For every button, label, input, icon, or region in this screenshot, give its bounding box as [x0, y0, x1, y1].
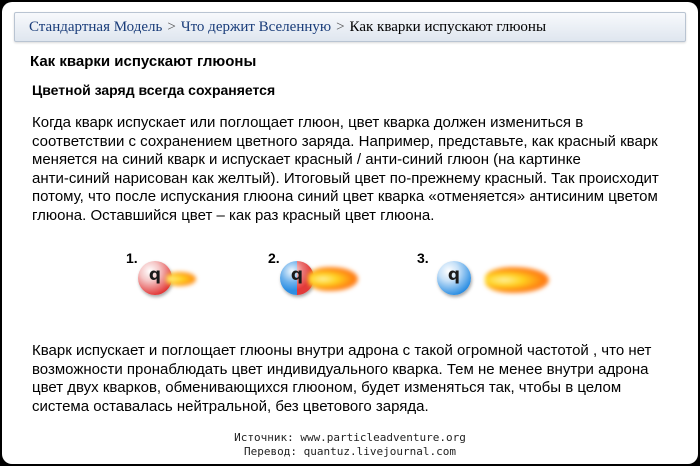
breadcrumb-separator: > — [167, 19, 176, 35]
small-gluon-flame-icon — [166, 272, 196, 286]
quark-label: q — [290, 265, 304, 285]
footer — [2, 431, 698, 459]
quark-label: q — [447, 265, 461, 285]
breadcrumb — [29, 19, 546, 36]
breadcrumb-current: Как кварки испускают глюоны — [349, 19, 547, 35]
quark-label: q — [148, 265, 162, 285]
page-subtitle: Цветной заряд всегда сохраняется — [32, 82, 276, 98]
stage-number: 2. — [268, 250, 280, 266]
blue-quark-icon — [437, 261, 471, 295]
stage-3 — [417, 250, 567, 310]
stage-2 — [268, 250, 378, 310]
gluon-flame-icon — [308, 267, 358, 291]
second-paragraph: Кварк испускает и поглощает глюоны внутри адрона с такой огромной частотой , что нет возможности пронаблюдать цвет индивидуального кварка. Тем не менее внутри адрона цвет двух кварков, обменивающихся глюоном, будет изменяться так, чтобы в целом система оставалась нейтральной, без цветового заряда. — [32, 342, 652, 415]
stage-1 — [126, 250, 216, 310]
stage-number: 3. — [417, 250, 429, 266]
source-credit: Источник: www.particleadventure.org — [234, 431, 466, 444]
breadcrumb-bar — [14, 12, 686, 42]
translation-credit: Перевод: quantuz.livejournal.com — [244, 445, 456, 458]
breadcrumb-link-what-holds-universe[interactable]: Что держит Вселенную — [180, 19, 332, 35]
emitted-gluon-flame-icon — [485, 267, 549, 293]
page-title: Как кварки испускают глюоны — [30, 53, 257, 70]
breadcrumb-separator: > — [336, 19, 345, 35]
page-frame — [2, 2, 698, 464]
stage-number: 1. — [126, 250, 138, 266]
breadcrumb-link-standard-model[interactable]: Стандартная Модель — [29, 19, 163, 35]
intro-paragraph: Когда кварк испускает или поглощает глюон, цвет кварка должен измениться в соответствии с сохранением цветного заряда. Например, представьте, как красный кварк меняется на синий кварк и испускает красный / анти-синий глюон (на картинке анти-синий нарисован как желтый). Итоговый цвет по-прежнему красный. Так происходит потому, что после испускания глюона синий цвет кварка «отменяется» антисиним цветом глюона. Оставшийся цвет – как раз красный цвет глюона. — [32, 114, 659, 224]
